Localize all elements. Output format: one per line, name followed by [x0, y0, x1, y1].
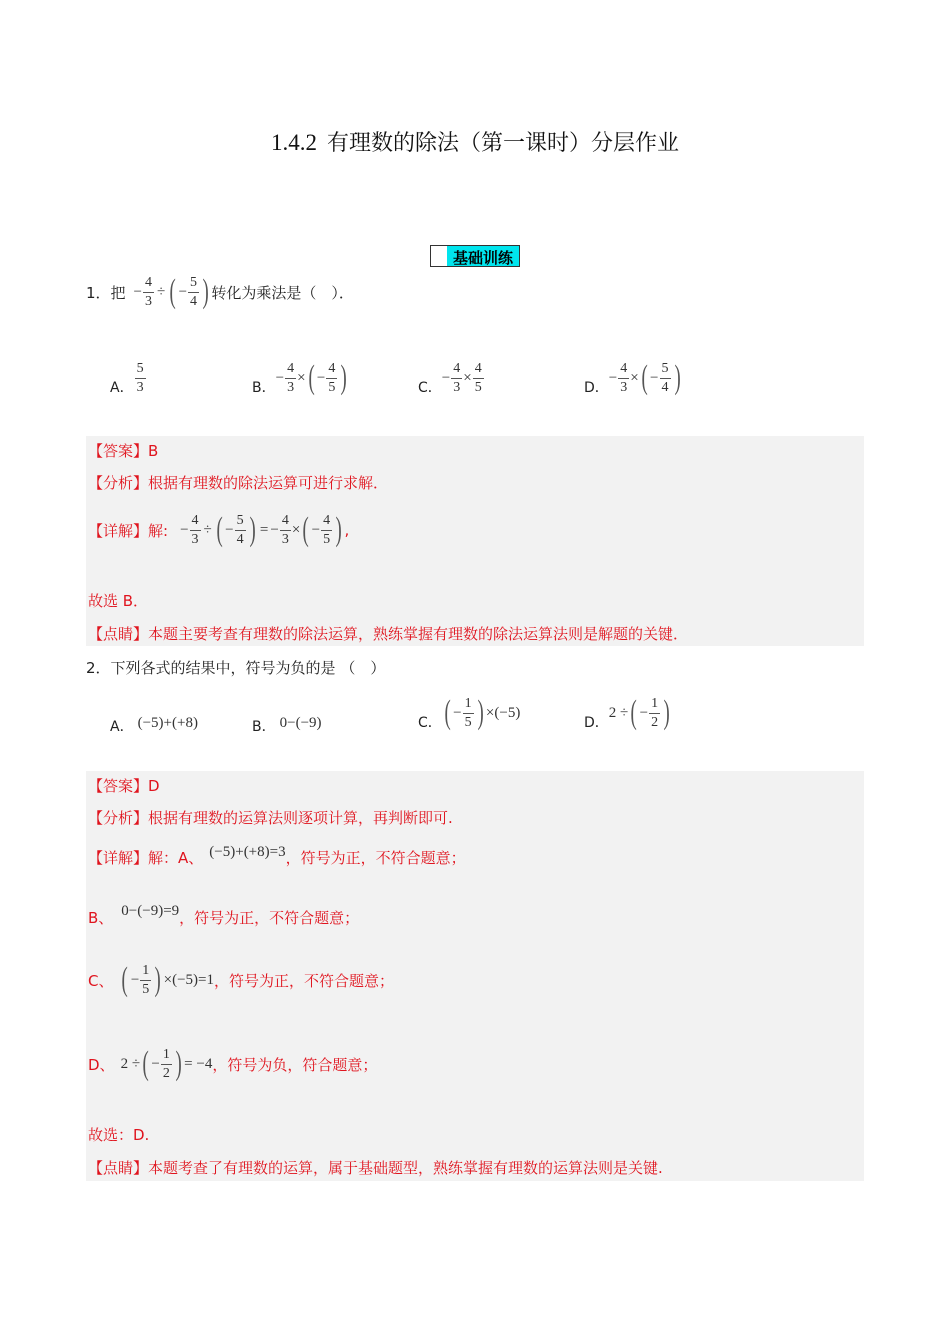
q1-option-d: D． − $\frac{4}{3}$ × ( − $\frac{5}{4}$ )	[584, 359, 681, 396]
q2-option-d: D． 2 ÷ ( − $\frac{1}{2}$ )	[584, 694, 670, 731]
q2-note: 【点睛】本题考查了有理数的运算，属于基础题型，熟练掌握有理数的运算法则是关键.	[88, 1159, 663, 1177]
q2-detail-a: 【详解】 解：A、 (−5)+(+8)=3 ，符号为正，不符合题意；	[88, 843, 466, 867]
q1-stem	[86, 272, 354, 312]
q1-analysis: 【分析】根据有理数的除法运算可进行求解．	[88, 474, 389, 492]
title-text: 有理数的除法（第一课时）分层作业	[326, 131, 679, 156]
q2-answer: 【答案】D	[88, 777, 160, 795]
q2-choice: 故选：D.	[88, 1126, 150, 1144]
q1-prefix: 1．把	[86, 283, 126, 302]
q1-option-c: C． − $\frac{4}{3}$ × $\frac{4}{5}$	[418, 360, 482, 396]
q2-option-b: B． 0−(−9)	[252, 714, 322, 735]
section-label: 基础训练	[452, 249, 513, 267]
q2-stem: 2．下列各式的结果中，符号为负的是 （ ）	[86, 659, 386, 677]
q2-analysis: 【分析】根据有理数的运算法则逐项计算，再判断即可.	[88, 809, 453, 827]
q2-detail-b: B、 0−(−9)=9 ，符号为正，不符合题意；	[88, 902, 360, 927]
q2-option-a: A． (−5)+(+8)	[110, 714, 198, 735]
q1-option-b: B． − $\frac{4}{3}$ × ( − $\frac{4}{5}$ )	[252, 359, 348, 396]
q2-detail-c: C、 ( − $\frac{1}{5}$ ) ×(−5)=1 ，符号为正，不符合题意；	[88, 961, 394, 998]
q1-detail-expression: − $\frac{4}{3}$ ÷ ( − $\frac{5}{4}$ ) = − $\frac{4}{3}$ × ( − $\frac{4}{5}$ )	[180, 511, 342, 548]
title-number: 1.4.2	[270, 130, 317, 155]
page-title	[0, 126, 950, 157]
q1-suffix: 转化为乘法是（ ）．	[211, 283, 354, 302]
q1-note: 【点睛】本题主要考查有理数的除法运算，熟练掌握有理数的除法运算法则是解题的关键．	[88, 625, 689, 643]
q1-expression: − $\frac{4}{3}$ ÷ ( − $\frac{5}{4}$ )	[133, 273, 209, 310]
q1-answer: 【答案】B	[88, 442, 159, 460]
q1-detail: 【详解】 解: − $\frac{4}{3}$ ÷ ( − $\frac{5}{4}$ ) = − $\frac{4}{3}$ × ( − $\frac{4}{5}$ ) ,	[88, 511, 350, 548]
section-badge	[430, 245, 520, 267]
q1-option-a: A． $\frac{5}{3}$	[110, 360, 144, 396]
q1-choice: 故选 B．	[88, 592, 149, 610]
q2-detail-d: D、 2 ÷ ( − $\frac{1}{2}$ ) = −4 ，符号为负，符合题意；	[88, 1045, 378, 1082]
q2-option-c: C． ( − $\frac{1}{5}$ ) ×(−5)	[418, 694, 521, 731]
